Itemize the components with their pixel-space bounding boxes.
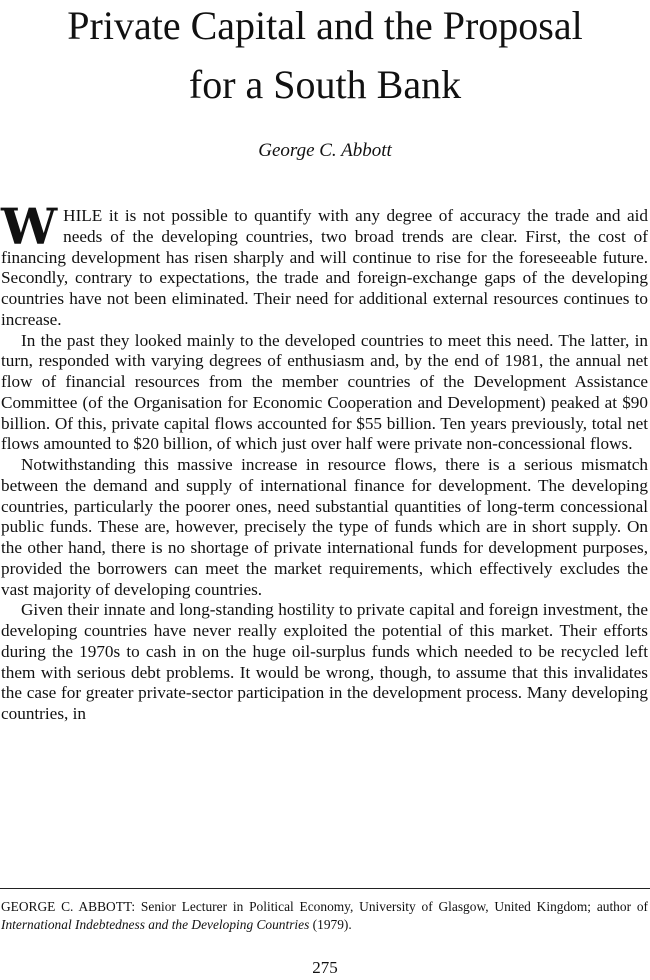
footnote-divider — [0, 888, 650, 889]
author-byline: George C. Abbott — [258, 140, 392, 161]
article-body — [1, 197, 648, 725]
footnote-book-title: International Indebtedness and the Developing Countries — [1, 917, 310, 932]
footnote-year: (1979). — [309, 917, 352, 932]
paragraph-4: Given their innate and long-standing hostility to private capital and foreign investment, the developing countries have never really exploited the potential of this market. Their efforts during the 1970s to cash in on the huge oil-surplus funds which needed to be recycled left them with serious debt problems. It would be wrong, though, to assume that this invalidates the case for greater private-sector participation in the development process. Many developing countries, in — [1, 600, 648, 723]
paragraph-1-text: HILE it is not possible to quantify with any degree of accuracy the trade and aid needs of the developing countries, two broad trends are clear. First, the cost of financing development has risen sharply and will continue to rise for the foreseeable future. Secondly, contrary to expectations, the trade and foreign-exchange gaps of the developing countries have not been eliminated. Their need for additional external resources continues to increase. — [1, 206, 648, 329]
footnote-text: GEORGE C. ABBOTT: Senior Lecturer in Political Economy, University of Glasgow, United Kingdom; author of — [1, 899, 648, 914]
page-number: 275 — [312, 958, 338, 977]
paragraph-1 — [1, 197, 648, 331]
author-footnote — [1, 898, 648, 934]
paragraph-3: Notwithstanding this massive increase in resource flows, there is a serious mismatch between the demand and supply of international finance for development. The developing countries, particularly the poorer ones, need substantial quantities of long-term concessional public funds. These are, however, precisely the type of funds which are in short supply. On the other hand, there is no shortage of private international funds for development purposes, provided the borrowers can meet the market requirements, which effectively excludes the vast majority of developing countries. — [1, 455, 648, 599]
paragraph-2: In the past they looked mainly to the developed countries to meet this need. The latter, in turn, responded with varying degrees of enthusiasm and, by the end of 1981, the annual net flow of financial resources from the member countries of the Development Assistance Committee (of the Organisation for Economic Cooperation and Development) peaked at $90 billion. Of this, private capital flows accounted for $55 billion. Ten years previously, total net flows amounted to $20 billion, of which just over half were private non-concessional flows. — [1, 330, 648, 454]
article-title-line-1: Private Capital and the Proposal — [67, 3, 583, 48]
drop-cap: W — [1, 197, 58, 256]
article-title-line-2: for a South Bank — [188, 62, 462, 107]
